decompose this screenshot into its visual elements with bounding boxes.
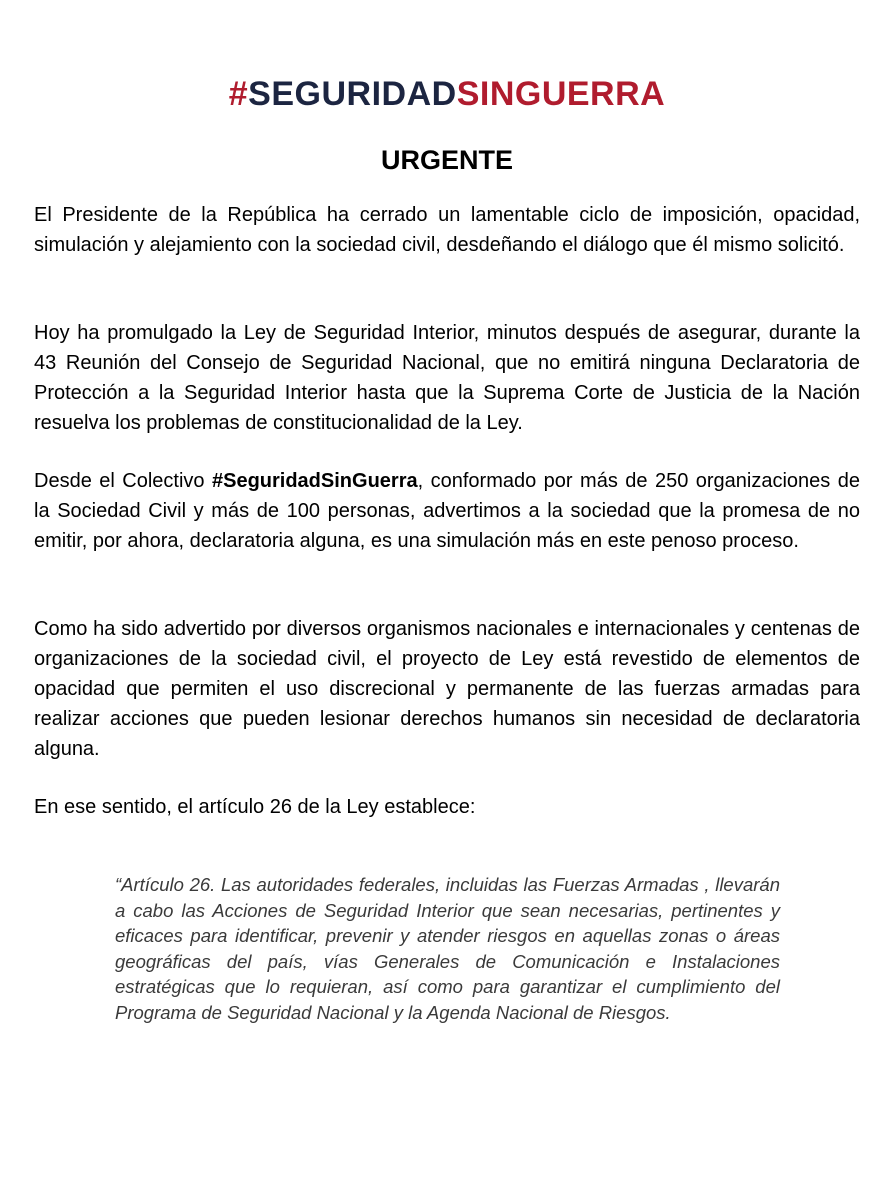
- paragraph-3-lead: Desde el Colectivo: [34, 470, 212, 492]
- paragraph-3-rest: , conformado por más de 250 organizaciones de la Sociedad Civil y más de 100 personas, advertimos a la sociedad que la promesa de no emitir, por ahora, declaratoria alguna, es una simulación más en este penoso proceso.: [34, 470, 860, 552]
- paragraph-2: Hoy ha promulgado la Ley de Seguridad Interior, minutos después de asegurar, durante la 43 Reunión del Consejo de Seguridad Nacional, que no emitirá ninguna Declaratoria de Protección a la Seguridad Interior hasta que la Suprema Corte de Justicia de la Nación resuelva los problemas de constitucionalidad de la Ley.: [34, 322, 860, 434]
- campaign-title: [0, 72, 894, 116]
- paragraph-5: En ese sentido, el artículo 26 de la Ley establece:: [34, 796, 476, 818]
- title-hash: #: [228, 75, 249, 113]
- collective-hashtag: #SeguridadSinGuerra: [211, 470, 418, 492]
- paragraph-4: Como ha sido advertido por diversos organismos nacionales e internacionales y centenas de organizaciones de la sociedad civil, el proyecto de Ley está revestido de elementos de opacidad que permiten el uso discrecional y permanente de las fuerzas armadas para realizar acciones que pueden lesionar derechos humanos sin necesidad de declaratoria alguna.: [34, 618, 860, 760]
- title-seguridad: SEGURIDAD: [248, 75, 457, 113]
- article-26-quote: “Artículo 26. Las autoridades federales, incluidas las Fuerzas Armadas , llevarán a cabo las Acciones de Seguridad Interior que sean necesarias, pertinentes y eficaces para identificar, prevenir y atender riesgos en aquellas zonas o áreas geográficas del país, vías Generales de Comunicación e Instalaciones estratégicas que lo requieran, así como para garantizar el cumplimiento del Programa de Seguridad Nacional y la Agenda Nacional de Riesgos.: [115, 874, 780, 1023]
- paragraph-3: [34, 466, 860, 556]
- title-singuerra: SINGUERRA: [456, 75, 666, 113]
- paragraph-1: El Presidente de la República ha cerrado un lamentable ciclo de imposición, opacidad, simulación y alejamiento con la sociedad civil, desdeñando el diálogo que él mismo solicitó.: [34, 204, 860, 256]
- urgent-heading: URGENTE: [380, 145, 513, 175]
